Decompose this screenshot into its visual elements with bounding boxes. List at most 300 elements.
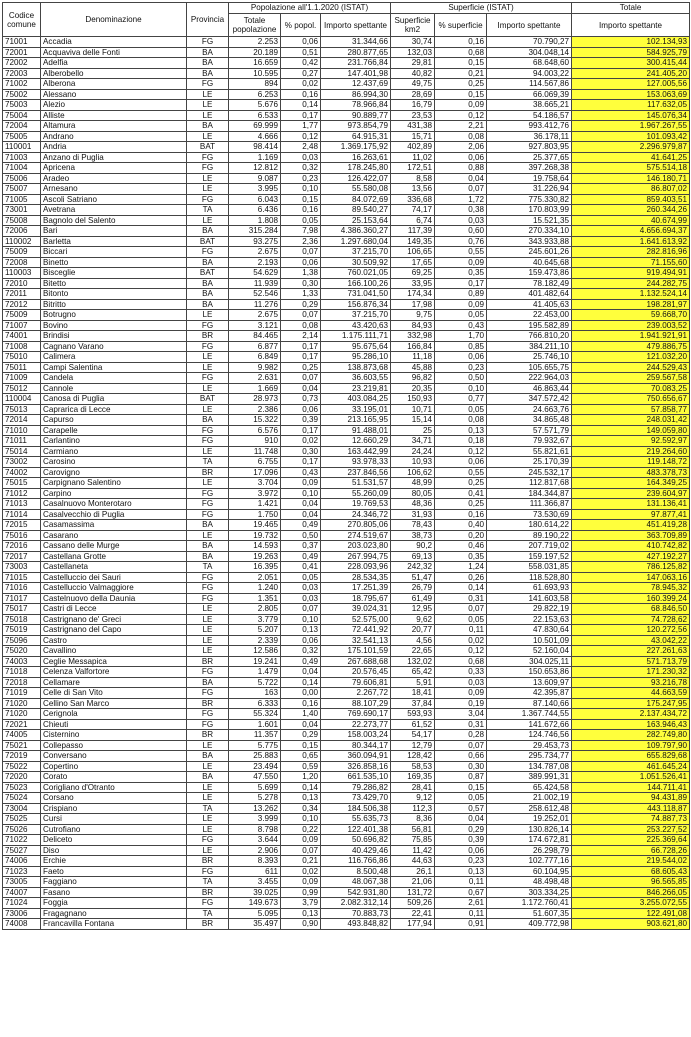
perc-superficie-cell: 0,05	[435, 614, 487, 625]
importo-sup-cell: 766.810,20	[487, 331, 572, 342]
superficie-cell: 16,79	[391, 100, 435, 111]
importo-pop-cell: 17.251,39	[321, 583, 391, 594]
perc-superficie-cell: 0,07	[435, 604, 487, 615]
provincia-cell: BR	[187, 467, 229, 478]
table-row	[3, 614, 690, 625]
popolazione-cell: 5.775	[229, 740, 281, 751]
denominazione-cell: Corato	[41, 772, 187, 783]
superficie-cell: 28,41	[391, 782, 435, 793]
codice-cell: 73001	[3, 205, 41, 216]
superficie-cell: 44,63	[391, 856, 435, 867]
provincia-cell: BA	[187, 677, 229, 688]
denominazione-cell: Casarano	[41, 530, 187, 541]
importo-pop-cell: 72.441,92	[321, 625, 391, 636]
importo-sup-cell: 1.367.744,55	[487, 709, 572, 720]
importo-pop-cell: 51.531,57	[321, 478, 391, 489]
superficie-cell: 166,84	[391, 341, 435, 352]
superficie-cell: 22,65	[391, 646, 435, 657]
importo-pop-cell: 24.346,72	[321, 509, 391, 520]
perc-superficie-cell: 0,31	[435, 719, 487, 730]
importo-pop-cell: 23.219,81	[321, 383, 391, 394]
provincia-cell: LE	[187, 824, 229, 835]
table-row	[3, 394, 690, 405]
importo-totale-cell: 248.031,42	[572, 415, 690, 426]
superficie-cell: 117,39	[391, 226, 435, 237]
importo-sup-cell: 34.865,48	[487, 415, 572, 426]
popolazione-cell: 2.631	[229, 373, 281, 384]
perc-popol-cell: 0,13	[281, 793, 321, 804]
denominazione-cell: Cisternino	[41, 730, 187, 741]
importo-sup-cell: 150.653,86	[487, 667, 572, 678]
importo-sup-cell: 51.607,35	[487, 908, 572, 919]
denominazione-cell: Conversano	[41, 751, 187, 762]
importo-sup-cell: 29.453,73	[487, 740, 572, 751]
popolazione-cell: 28.973	[229, 394, 281, 405]
perc-popol-cell: 0,23	[281, 173, 321, 184]
codice-cell: 75009	[3, 310, 41, 321]
importo-sup-cell: 22.453,00	[487, 310, 572, 321]
denominazione-cell: Cagnano Varano	[41, 341, 187, 352]
superficie-cell: 9,12	[391, 793, 435, 804]
provincia-cell: LE	[187, 310, 229, 321]
importo-totale-cell: 919.494,91	[572, 268, 690, 279]
table-row	[3, 268, 690, 279]
table-row	[3, 887, 690, 898]
table-row	[3, 667, 690, 678]
codice-cell: 71020	[3, 709, 41, 720]
importo-sup-cell: 102.777,16	[487, 856, 572, 867]
provincia-cell: LE	[187, 131, 229, 142]
importo-totale-cell: 44.663,59	[572, 688, 690, 699]
popolazione-cell: 149.673	[229, 898, 281, 909]
perc-popol-cell: 0,07	[281, 373, 321, 384]
importo-sup-cell: 1.172.760,41	[487, 898, 572, 909]
provincia-cell: LE	[187, 89, 229, 100]
table-row	[3, 520, 690, 531]
provincia-cell: TA	[187, 205, 229, 216]
provincia-cell: LE	[187, 530, 229, 541]
importo-pop-cell: 90.889,77	[321, 110, 391, 121]
table-row	[3, 877, 690, 888]
provincia-cell: BAT	[187, 394, 229, 405]
importo-sup-cell: 10.501,09	[487, 635, 572, 646]
provincia-cell: FG	[187, 898, 229, 909]
importo-sup-cell: 401.482,64	[487, 289, 572, 300]
popolazione-cell: 910	[229, 436, 281, 447]
importo-totale-cell: 119.148,72	[572, 457, 690, 468]
superficie-cell: 402,89	[391, 142, 435, 153]
popolazione-cell: 6.849	[229, 352, 281, 363]
table-row	[3, 37, 690, 48]
table-row	[3, 709, 690, 720]
perc-superficie-cell: 0,12	[435, 446, 487, 457]
perc-popol-cell: 0,13	[281, 908, 321, 919]
superficie-cell: 48,36	[391, 499, 435, 510]
table-row	[3, 835, 690, 846]
perc-superficie-cell: 0,87	[435, 772, 487, 783]
codice-cell: 71004	[3, 163, 41, 174]
popolazione-cell: 35.497	[229, 919, 281, 930]
perc-superficie-cell: 0,15	[435, 89, 487, 100]
codice-cell: 75004	[3, 110, 41, 121]
table-row	[3, 919, 690, 930]
provincia-cell: FG	[187, 835, 229, 846]
popolazione-cell: 9.982	[229, 362, 281, 373]
importo-sup-cell: 25.746,10	[487, 352, 572, 363]
table-row	[3, 341, 690, 352]
importo-pop-cell: 228.093,96	[321, 562, 391, 573]
popolazione-cell: 98.414	[229, 142, 281, 153]
denominazione-cell: Cavallino	[41, 646, 187, 657]
perc-popol-cell: 0,32	[281, 646, 321, 657]
perc-popol-cell: 0,15	[281, 740, 321, 751]
perc-superficie-cell: 0,43	[435, 320, 487, 331]
perc-superficie-cell: 0,07	[435, 740, 487, 751]
superficie-cell: 174,34	[391, 289, 435, 300]
codice-cell: 71001	[3, 37, 41, 48]
codice-cell: 71016	[3, 583, 41, 594]
importo-sup-cell: 15.521,35	[487, 215, 572, 226]
denominazione-cell: Arnesano	[41, 184, 187, 195]
importo-sup-cell: 304.025,11	[487, 656, 572, 667]
perc-superficie-cell: 0,76	[435, 236, 487, 247]
importo-sup-cell: 270.334,10	[487, 226, 572, 237]
codice-cell: 110001	[3, 142, 41, 153]
codice-cell: 72003	[3, 68, 41, 79]
perc-popol-cell: 0,73	[281, 394, 321, 405]
importo-sup-cell: 87.140,66	[487, 698, 572, 709]
popolazione-cell: 25.883	[229, 751, 281, 762]
perc-superficie-cell: 0,09	[435, 100, 487, 111]
perc-superficie-cell: 0,05	[435, 793, 487, 804]
perc-popol-cell: 0,37	[281, 541, 321, 552]
denominazione-cell: Bitetto	[41, 278, 187, 289]
perc-superficie-cell: 3,04	[435, 709, 487, 720]
superficie-cell: 8,58	[391, 173, 435, 184]
importo-pop-cell: 156.876,34	[321, 299, 391, 310]
perc-popol-cell: 0,05	[281, 572, 321, 583]
popolazione-cell: 11.357	[229, 730, 281, 741]
perc-popol-cell: 0,02	[281, 79, 321, 90]
provincia-cell: BA	[187, 299, 229, 310]
provincia-cell: BA	[187, 772, 229, 783]
provincia-cell: BA	[187, 520, 229, 531]
importo-pop-cell: 12.437,69	[321, 79, 391, 90]
provincia-cell: LE	[187, 404, 229, 415]
codice-cell: 71024	[3, 898, 41, 909]
provincia-cell: FG	[187, 572, 229, 583]
perc-superficie-cell: 0,33	[435, 667, 487, 678]
codice-cell: 72002	[3, 58, 41, 69]
perc-superficie-cell: 0,12	[435, 110, 487, 121]
codice-cell: 73003	[3, 562, 41, 573]
popolazione-cell: 163	[229, 688, 281, 699]
codice-cell: 71013	[3, 499, 41, 510]
perc-popol-cell: 0,30	[281, 278, 321, 289]
provincia-cell: LE	[187, 173, 229, 184]
popolazione-cell: 55.324	[229, 709, 281, 720]
importo-totale-cell: 131.136,41	[572, 499, 690, 510]
codice-cell: 72006	[3, 226, 41, 237]
allocation-table	[2, 2, 690, 930]
provincia-cell: BA	[187, 415, 229, 426]
codice-cell: 72018	[3, 677, 41, 688]
popolazione-cell: 54.629	[229, 268, 281, 279]
popolazione-cell: 1.479	[229, 667, 281, 678]
codice-cell: 73005	[3, 877, 41, 888]
superficie-cell: 150,93	[391, 394, 435, 405]
perc-popol-cell: 7,98	[281, 226, 321, 237]
provincia-cell: TA	[187, 803, 229, 814]
header-provincia: Provincia	[187, 3, 229, 37]
importo-totale-cell: 259.567,58	[572, 373, 690, 384]
importo-pop-cell: 158.003,24	[321, 730, 391, 741]
provincia-cell: LE	[187, 100, 229, 111]
importo-pop-cell: 237.846,56	[321, 467, 391, 478]
popolazione-cell: 894	[229, 79, 281, 90]
denominazione-cell: Foggia	[41, 898, 187, 909]
provincia-cell: LE	[187, 782, 229, 793]
importo-sup-cell: 31.226,94	[487, 184, 572, 195]
importo-sup-cell: 48.498,48	[487, 877, 572, 888]
importo-totale-cell: 1.941.921,91	[572, 331, 690, 342]
popolazione-cell: 6.333	[229, 698, 281, 709]
codice-cell: 75023	[3, 782, 41, 793]
importo-pop-cell: 769.690,17	[321, 709, 391, 720]
denominazione-cell: Francavilla Fontana	[41, 919, 187, 930]
denominazione-cell: Canosa di Puglia	[41, 394, 187, 405]
header-superficie-group: Superficie (ISTAT)	[391, 3, 572, 14]
table-row	[3, 68, 690, 79]
popolazione-cell: 11.748	[229, 446, 281, 457]
popolazione-cell: 20.189	[229, 47, 281, 58]
table-row	[3, 541, 690, 552]
importo-totale-cell: 160.399,24	[572, 593, 690, 604]
table-row	[3, 604, 690, 615]
popolazione-cell: 1.421	[229, 499, 281, 510]
perc-popol-cell: 0,08	[281, 320, 321, 331]
perc-superficie-cell: 0,55	[435, 467, 487, 478]
provincia-cell: BA	[187, 751, 229, 762]
provincia-cell: FG	[187, 163, 229, 174]
importo-sup-cell: 54.186,57	[487, 110, 572, 121]
table-row	[3, 677, 690, 688]
perc-superficie-cell: 0,06	[435, 845, 487, 856]
table-row	[3, 142, 690, 153]
perc-superficie-cell: 0,06	[435, 352, 487, 363]
superficie-cell: 11,02	[391, 152, 435, 163]
importo-totale-cell: 94.431,89	[572, 793, 690, 804]
importo-totale-cell: 282.816,96	[572, 247, 690, 258]
perc-superficie-cell: 0,46	[435, 541, 487, 552]
codice-cell: 72017	[3, 551, 41, 562]
perc-popol-cell: 0,04	[281, 509, 321, 520]
perc-popol-cell: 0,09	[281, 478, 321, 489]
table-row	[3, 793, 690, 804]
perc-superficie-cell: 0,13	[435, 425, 487, 436]
superficie-cell: 9,62	[391, 614, 435, 625]
superficie-cell: 593,93	[391, 709, 435, 720]
popolazione-cell: 6.253	[229, 89, 281, 100]
provincia-cell: LE	[187, 845, 229, 856]
perc-popol-cell: 0,27	[281, 68, 321, 79]
importo-totale-cell: 253.227,52	[572, 824, 690, 835]
popolazione-cell: 5.676	[229, 100, 281, 111]
table-row	[3, 121, 690, 132]
perc-superficie-cell: 0,02	[435, 635, 487, 646]
superficie-cell: 431,38	[391, 121, 435, 132]
perc-superficie-cell: 0,09	[435, 257, 487, 268]
importo-sup-cell: 134.787,08	[487, 761, 572, 772]
table-row	[3, 814, 690, 825]
importo-totale-cell: 149.059,80	[572, 425, 690, 436]
superficie-cell: 132,02	[391, 656, 435, 667]
table-row	[3, 404, 690, 415]
importo-totale-cell: 144.711,41	[572, 782, 690, 793]
provincia-cell: BA	[187, 257, 229, 268]
codice-cell: 75025	[3, 814, 41, 825]
popolazione-cell: 6.436	[229, 205, 281, 216]
perc-superficie-cell: 0,39	[435, 835, 487, 846]
perc-superficie-cell: 0,05	[435, 310, 487, 321]
importo-sup-cell: 79.932,67	[487, 436, 572, 447]
provincia-cell: FG	[187, 499, 229, 510]
codice-cell: 72004	[3, 121, 41, 132]
importo-pop-cell: 22.273,77	[321, 719, 391, 730]
importo-sup-cell: 159.197,52	[487, 551, 572, 562]
importo-sup-cell: 65.424,58	[487, 782, 572, 793]
denominazione-cell: Celenza Valfortore	[41, 667, 187, 678]
superficie-cell: 128,42	[391, 751, 435, 762]
denominazione-cell: Bisceglie	[41, 268, 187, 279]
table-row	[3, 205, 690, 216]
table-row	[3, 278, 690, 289]
table-row	[3, 362, 690, 373]
perc-popol-cell: 0,21	[281, 856, 321, 867]
importo-sup-cell: 25.170,39	[487, 457, 572, 468]
superficie-cell: 131,72	[391, 887, 435, 898]
superficie-cell: 78,43	[391, 520, 435, 531]
perc-superficie-cell: 0,15	[435, 58, 487, 69]
perc-popol-cell: 0,39	[281, 415, 321, 426]
superficie-cell: 25	[391, 425, 435, 436]
importo-pop-cell: 122.401,38	[321, 824, 391, 835]
codice-cell: 72010	[3, 278, 41, 289]
importo-pop-cell: 213.165,95	[321, 415, 391, 426]
importo-sup-cell: 36.178,11	[487, 131, 572, 142]
provincia-cell: FG	[187, 583, 229, 594]
importo-sup-cell: 222.964,03	[487, 373, 572, 384]
importo-totale-cell: 1.132.524,14	[572, 289, 690, 300]
importo-pop-cell: 1.175.111,71	[321, 331, 391, 342]
perc-popol-cell: 0,49	[281, 551, 321, 562]
popolazione-cell: 2.253	[229, 37, 281, 48]
denominazione-cell: Casalnuovo Monterotaro	[41, 499, 187, 510]
popolazione-cell: 12.812	[229, 163, 281, 174]
provincia-cell: LE	[187, 614, 229, 625]
superficie-cell: 84,93	[391, 320, 435, 331]
denominazione-cell: Andria	[41, 142, 187, 153]
table-row	[3, 761, 690, 772]
perc-superficie-cell: 0,21	[435, 68, 487, 79]
importo-totale-cell: 244.282,75	[572, 278, 690, 289]
popolazione-cell: 19.732	[229, 530, 281, 541]
provincia-cell: FG	[187, 194, 229, 205]
importo-sup-cell: 775.330,82	[487, 194, 572, 205]
importo-pop-cell: 79.606,81	[321, 677, 391, 688]
table-row	[3, 383, 690, 394]
importo-pop-cell: 147.401,98	[321, 68, 391, 79]
importo-pop-cell: 973.854,79	[321, 121, 391, 132]
perc-popol-cell: 0,07	[281, 310, 321, 321]
codice-cell: 75018	[3, 614, 41, 625]
denominazione-cell: Carapelle	[41, 425, 187, 436]
denominazione-cell: Aradeo	[41, 173, 187, 184]
perc-superficie-cell: 0,10	[435, 383, 487, 394]
perc-superficie-cell: 0,14	[435, 583, 487, 594]
table-row	[3, 572, 690, 583]
importo-pop-cell: 661.535,10	[321, 772, 391, 783]
perc-superficie-cell: 0,35	[435, 551, 487, 562]
provincia-cell: TA	[187, 908, 229, 919]
table-body	[3, 37, 690, 930]
codice-cell: 75013	[3, 404, 41, 415]
importo-sup-cell: 42.395,87	[487, 688, 572, 699]
popolazione-cell: 93.275	[229, 236, 281, 247]
importo-pop-cell: 36.603,55	[321, 373, 391, 384]
denominazione-cell: Castelluccio dei Sauri	[41, 572, 187, 583]
header-superficie-km2: Superficie km2	[391, 14, 435, 37]
popolazione-cell: 3.455	[229, 877, 281, 888]
denominazione-cell: Accadia	[41, 37, 187, 48]
importo-totale-cell: 120.272,56	[572, 625, 690, 636]
denominazione-cell: Corsano	[41, 793, 187, 804]
superficie-cell: 10,93	[391, 457, 435, 468]
provincia-cell: BA	[187, 68, 229, 79]
importo-totale-cell: 74.728,62	[572, 614, 690, 625]
importo-sup-cell: 70.790,27	[487, 37, 572, 48]
superficie-cell: 48,99	[391, 478, 435, 489]
table-row	[3, 898, 690, 909]
superficie-cell: 12,95	[391, 604, 435, 615]
provincia-cell: LE	[187, 625, 229, 636]
importo-sup-cell: 26.298,79	[487, 845, 572, 856]
denominazione-cell: Bagnolo del Salento	[41, 215, 187, 226]
importo-sup-cell: 19.252,01	[487, 814, 572, 825]
perc-superficie-cell: 1,72	[435, 194, 487, 205]
perc-popol-cell: 0,17	[281, 457, 321, 468]
provincia-cell: BR	[187, 919, 229, 930]
table-row	[3, 782, 690, 793]
perc-popol-cell: 0,25	[281, 362, 321, 373]
perc-popol-cell: 0,04	[281, 667, 321, 678]
denominazione-cell: Apricena	[41, 163, 187, 174]
denominazione-cell: Biccari	[41, 247, 187, 258]
popolazione-cell: 4.666	[229, 131, 281, 142]
header-perc-popol: % popol.	[281, 14, 321, 37]
codice-cell: 71019	[3, 688, 41, 699]
perc-superficie-cell: 0,04	[435, 173, 487, 184]
perc-superficie-cell: 0,06	[435, 152, 487, 163]
superficie-cell: 20,77	[391, 625, 435, 636]
denominazione-cell: Adelfia	[41, 58, 187, 69]
popolazione-cell: 2.675	[229, 310, 281, 321]
superficie-cell: 31,93	[391, 509, 435, 520]
perc-popol-cell: 0,06	[281, 404, 321, 415]
importo-sup-cell: 61.693,93	[487, 583, 572, 594]
perc-superficie-cell: 0,11	[435, 877, 487, 888]
provincia-cell: TA	[187, 562, 229, 573]
